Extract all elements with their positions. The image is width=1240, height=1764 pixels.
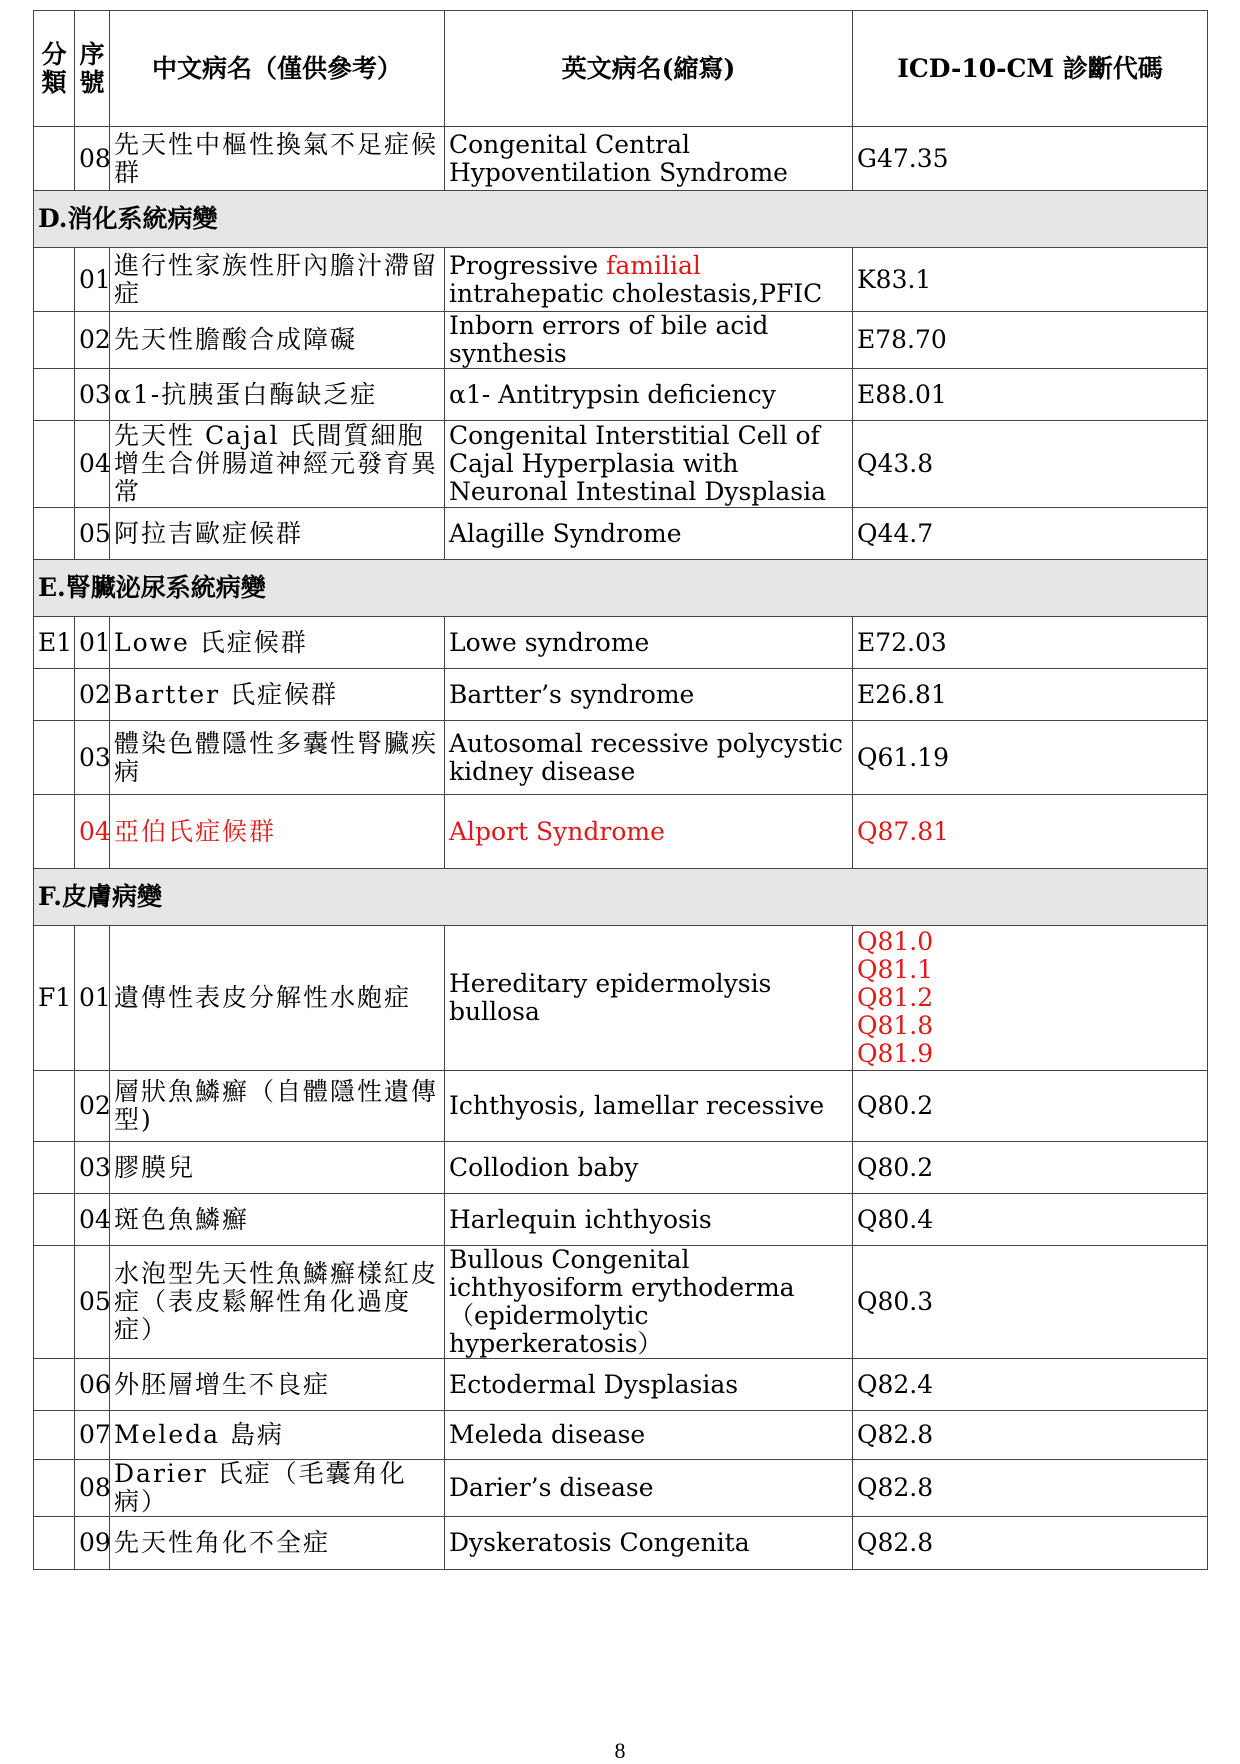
row-icd-code: Q82.8 bbox=[853, 1411, 1208, 1460]
row-category: F1 bbox=[34, 926, 75, 1071]
row-en-name: Congenital Interstitial Cell of Cajal Hyperplasia with Neuronal Intestinal Dysplasia bbox=[445, 421, 853, 508]
row-en-name: Autosomal recessive polycystic kidney disease bbox=[445, 721, 853, 795]
row-zh-name: 亞伯氏症候群 bbox=[110, 795, 445, 869]
row-icd-codes bbox=[853, 926, 1208, 1071]
row-en-name: Bartter’s syndrome bbox=[445, 669, 853, 721]
row-zh-name: 先天性中樞性換氣不足症候群 bbox=[110, 127, 445, 191]
row-zh-name: 阿拉吉歐症候群 bbox=[110, 508, 445, 560]
row-zh-name: 先天性角化不全症 bbox=[110, 1517, 445, 1570]
row-number: 01 bbox=[75, 926, 110, 1071]
row-category bbox=[34, 312, 75, 369]
row-category bbox=[34, 421, 75, 508]
row-zh-name: 外胚層增生不良症 bbox=[110, 1359, 445, 1411]
table-row bbox=[34, 312, 1208, 369]
table-row bbox=[34, 1359, 1208, 1411]
row-number: 09 bbox=[75, 1517, 110, 1570]
row-icd-code: Q80.2 bbox=[853, 1142, 1208, 1194]
table-row bbox=[34, 721, 1208, 795]
row-icd-code: K83.1 bbox=[853, 248, 1208, 312]
row-number: 01 bbox=[75, 248, 110, 312]
table-row bbox=[34, 248, 1208, 312]
row-en-name: Ichthyosis, lamellar recessive bbox=[445, 1071, 853, 1142]
row-icd-code: Q87.81 bbox=[853, 795, 1208, 869]
row-zh-name: 體染色體隱性多囊性腎臟疾病 bbox=[110, 721, 445, 795]
row-number: 04 bbox=[75, 795, 110, 869]
row-zh-name: 膠膜兒 bbox=[110, 1142, 445, 1194]
row-number: 05 bbox=[75, 1246, 110, 1359]
row-category bbox=[34, 369, 75, 421]
row-number: 02 bbox=[75, 312, 110, 369]
icd-code: Q81.8 bbox=[857, 1011, 934, 1040]
row-zh-name: 先天性 Cajal 氏間質細胞增生合併腸道神經元發育異常 bbox=[110, 421, 445, 508]
table-row bbox=[34, 1071, 1208, 1142]
table-row-highlighted bbox=[34, 795, 1208, 869]
row-icd-code: Q43.8 bbox=[853, 421, 1208, 508]
table-row bbox=[34, 1194, 1208, 1246]
table-row bbox=[34, 669, 1208, 721]
table-row bbox=[34, 1246, 1208, 1359]
row-en-name: Hereditary epidermolysis bullosa bbox=[445, 926, 853, 1071]
table-row bbox=[34, 1460, 1208, 1517]
row-number: 01 bbox=[75, 617, 110, 669]
row-zh-name: 進行性家族性肝內膽汁滯留症 bbox=[110, 248, 445, 312]
row-icd-code: Q44.7 bbox=[853, 508, 1208, 560]
table-row bbox=[34, 421, 1208, 508]
row-number: 07 bbox=[75, 1411, 110, 1460]
table-row bbox=[34, 508, 1208, 560]
row-category bbox=[34, 1517, 75, 1570]
row-zh-name: α1-抗胰蛋白酶缺乏症 bbox=[110, 369, 445, 421]
row-zh-name: Darier 氏症（毛囊角化病） bbox=[110, 1460, 445, 1517]
row-en-name: Inborn errors of bile acid synthesis bbox=[445, 312, 853, 369]
row-en-name: Alport Syndrome bbox=[445, 795, 853, 869]
table-row bbox=[34, 1142, 1208, 1194]
header-icd: ICD-10-CM 診斷代碼 bbox=[853, 11, 1208, 127]
section-title: D.消化系統病變 bbox=[34, 191, 1208, 248]
row-number: 08 bbox=[75, 1460, 110, 1517]
row-icd-code: E88.01 bbox=[853, 369, 1208, 421]
row-number: 02 bbox=[75, 669, 110, 721]
table-row bbox=[34, 369, 1208, 421]
header-en-name: 英文病名(縮寫) bbox=[445, 11, 853, 127]
row-category bbox=[34, 1142, 75, 1194]
row-number: 04 bbox=[75, 421, 110, 508]
row-category bbox=[34, 1460, 75, 1517]
row-en-name bbox=[445, 248, 853, 312]
row-category: E1 bbox=[34, 617, 75, 669]
row-number: 03 bbox=[75, 1142, 110, 1194]
row-en-name: Congenital Central Hypoventilation Syndrome bbox=[445, 127, 853, 191]
row-zh-name: Lowe 氏症候群 bbox=[110, 617, 445, 669]
row-en-name: Bullous Congenital ichthyosiform erythoderma（epidermolytic hyperkeratosis） bbox=[445, 1246, 853, 1359]
row-category bbox=[34, 508, 75, 560]
page-number: 8 bbox=[614, 1738, 626, 1763]
row-category bbox=[34, 248, 75, 312]
row-en-name: Alagille Syndrome bbox=[445, 508, 853, 560]
row-icd-code: Q82.8 bbox=[853, 1460, 1208, 1517]
row-icd-code: Q80.3 bbox=[853, 1246, 1208, 1359]
row-zh-name: Meleda 島病 bbox=[110, 1411, 445, 1460]
section-header-f bbox=[34, 869, 1208, 926]
row-number: 03 bbox=[75, 369, 110, 421]
row-en-name: Dyskeratosis Congenita bbox=[445, 1517, 853, 1570]
row-zh-name: 層狀魚鱗癬（自體隱性遺傳型) bbox=[110, 1071, 445, 1142]
header-zh-name: 中文病名（僅供參考） bbox=[110, 11, 445, 127]
table-row bbox=[34, 127, 1208, 191]
row-number: 05 bbox=[75, 508, 110, 560]
row-number: 06 bbox=[75, 1359, 110, 1411]
row-icd-code: E78.70 bbox=[853, 312, 1208, 369]
row-en-name: α1- Antitrypsin deficiency bbox=[445, 369, 853, 421]
row-number: 03 bbox=[75, 721, 110, 795]
row-category bbox=[34, 1359, 75, 1411]
header-seq: 序 號 bbox=[75, 11, 110, 127]
section-title: F.皮膚病變 bbox=[34, 869, 1208, 926]
row-zh-name: 遺傳性表皮分解性水皰症 bbox=[110, 926, 445, 1071]
row-category bbox=[34, 1194, 75, 1246]
row-category bbox=[34, 795, 75, 869]
row-category bbox=[34, 1411, 75, 1460]
row-category bbox=[34, 127, 75, 191]
en-name-highlight: familial bbox=[606, 250, 701, 280]
row-category bbox=[34, 1246, 75, 1359]
row-category bbox=[34, 1071, 75, 1142]
row-zh-name: 斑色魚鱗癬 bbox=[110, 1194, 445, 1246]
icd-code: Q81.2 bbox=[857, 983, 934, 1012]
header-row bbox=[34, 11, 1208, 127]
row-en-name: Harlequin ichthyosis bbox=[445, 1194, 853, 1246]
section-header-d bbox=[34, 191, 1208, 248]
row-icd-code: E26.81 bbox=[853, 669, 1208, 721]
row-category bbox=[34, 721, 75, 795]
row-zh-name: Bartter 氏症候群 bbox=[110, 669, 445, 721]
row-icd-code: G47.35 bbox=[853, 127, 1208, 191]
section-title: E.腎臟泌尿系統病變 bbox=[34, 560, 1208, 617]
icd-code: Q81.0 bbox=[857, 927, 934, 956]
row-en-name: Darier’s disease bbox=[445, 1460, 853, 1517]
icd-code: Q81.9 bbox=[857, 1039, 934, 1068]
row-en-name: Ectodermal Dysplasias bbox=[445, 1359, 853, 1411]
row-zh-name: 水泡型先天性魚鱗癬樣紅皮症（表皮鬆解性角化過度症） bbox=[110, 1246, 445, 1359]
row-number: 08 bbox=[75, 127, 110, 191]
row-icd-code: Q80.2 bbox=[853, 1071, 1208, 1142]
disease-code-table bbox=[33, 10, 1208, 1570]
row-category bbox=[34, 669, 75, 721]
row-number: 02 bbox=[75, 1071, 110, 1142]
table-row bbox=[34, 1517, 1208, 1570]
row-icd-code: Q80.4 bbox=[853, 1194, 1208, 1246]
table-row bbox=[34, 617, 1208, 669]
row-number: 04 bbox=[75, 1194, 110, 1246]
row-icd-code: Q61.19 bbox=[853, 721, 1208, 795]
table-row bbox=[34, 926, 1208, 1071]
table-row bbox=[34, 1411, 1208, 1460]
header-category: 分 類 bbox=[34, 11, 75, 127]
row-icd-code: E72.03 bbox=[853, 617, 1208, 669]
row-icd-code: Q82.4 bbox=[853, 1359, 1208, 1411]
en-name-part: intrahepatic cholestasis,PFIC bbox=[449, 278, 823, 308]
icd-code: Q81.1 bbox=[857, 955, 934, 984]
row-en-name: Meleda disease bbox=[445, 1411, 853, 1460]
row-en-name: Collodion baby bbox=[445, 1142, 853, 1194]
en-name-part: Progressive bbox=[449, 250, 607, 280]
row-en-name: Lowe syndrome bbox=[445, 617, 853, 669]
row-icd-code: Q82.8 bbox=[853, 1517, 1208, 1570]
row-zh-name: 先天性膽酸合成障礙 bbox=[110, 312, 445, 369]
section-header-e bbox=[34, 560, 1208, 617]
